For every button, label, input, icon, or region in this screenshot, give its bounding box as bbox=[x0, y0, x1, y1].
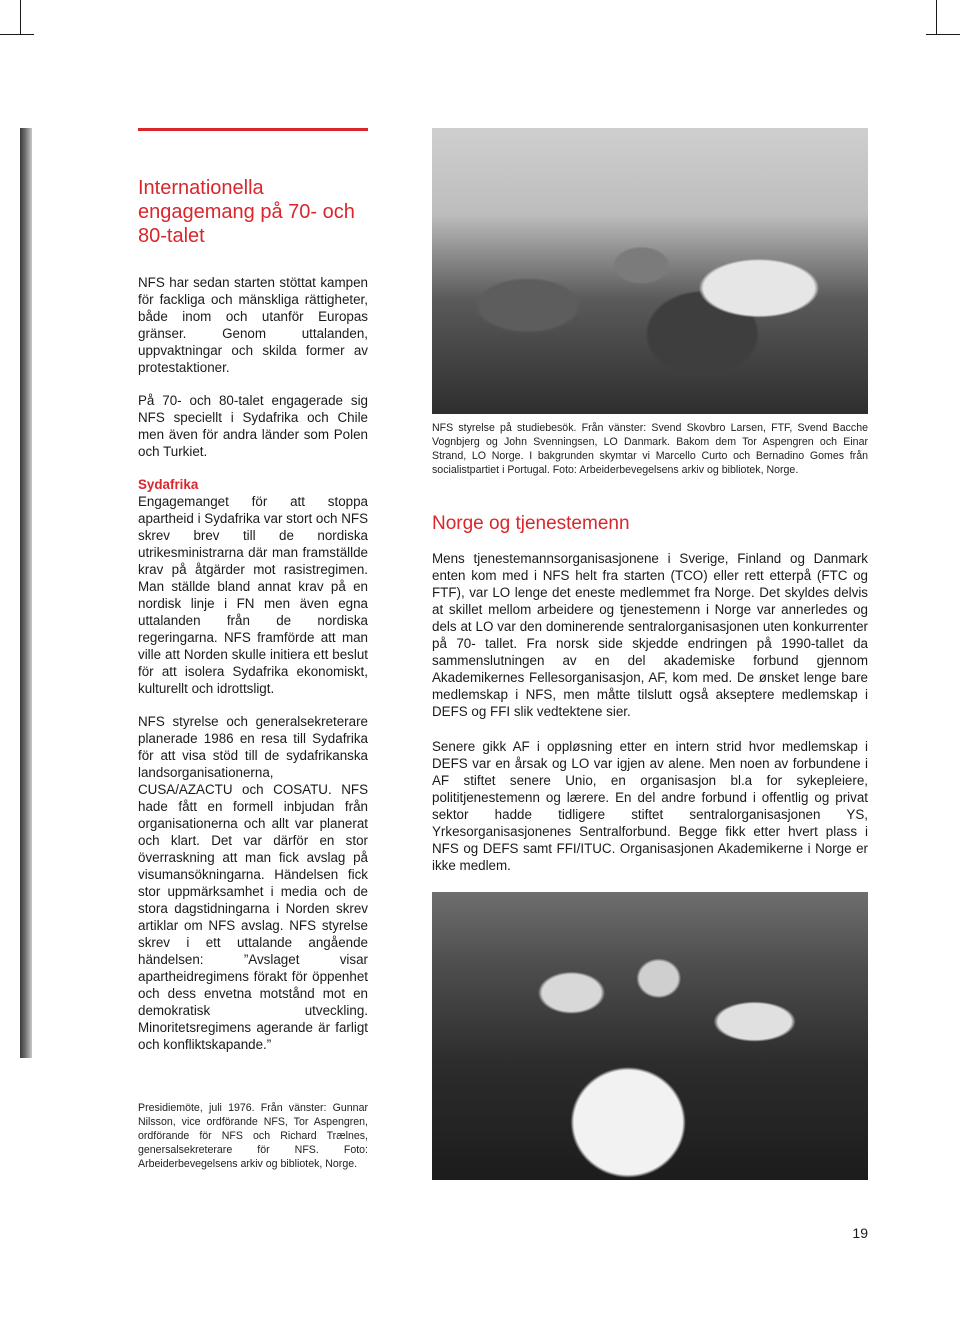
sydafrika-paragraph: Engagemanget för att stoppa apartheid i Sydafrika var stort och NFS skrev brev till de nordiska utrikesministrarna där man framställde krav på åtgärder mot rasistregimen. Man ställde bland annat krav på en nordisk linje i FN men även egna uttalanden från de nordiska regeringarna. NFS framförde att man ville att Norden skulle initiera ett beslut för att isolera Sydafrika ekonomiskt, kulturellt och idrottsligt. bbox=[138, 494, 368, 696]
crop-mark-top-right-h bbox=[926, 34, 960, 35]
crop-mark-top-right-v bbox=[936, 0, 937, 34]
photo-caption-presidium: Presidiemöte, juli 1976. Från vänster: Gunnar Nilsson, vice ordförande NFS, Tor Aspengren, ordförande för NFS och Richard Trælnes, genersalsekreterare för NFS. Foto: Arbeiderbevegelsens arkiv og bibliotek, Norge. bbox=[138, 1102, 368, 1170]
accent-rule bbox=[138, 128, 368, 131]
left-column bbox=[138, 176, 368, 1069]
right-column bbox=[432, 512, 868, 892]
travel-paragraph: NFS styrelse och generalsekreterare planerade 1986 en resa till Sydafrika för att visa stöd till de sydafrikanska landsorganisationerna, CUSA/AZACTU och COSATU. NFS hade fått en formell inbjudan från organisationerna och allt var planerat och klart. Det var därför en stor överraskning att man fick avslag på visumansökningarna. Händelsen fick stor uppmärksamhet i media och de stora dagstidningarna i Norden skrev artiklar om NFS avslag. NFS styrelse skrev i ett uttalande angående händelsen: ”Avslaget visar apartheidregimens förakt för öppenhet och dess envetna motstånd mot en demokratisk utveckling. Minoritetsregimens agerande är farligt och konfliktskapande.” bbox=[138, 714, 368, 1052]
crop-mark-top-left-h bbox=[0, 34, 34, 35]
page-edge-strip bbox=[20, 128, 32, 1058]
norge-paragraph-2: Senere gikk AF i oppløsning etter en intern strid hvor medlemskap i DEFS var en årsak og LO var igjen av alene. Men noen av forbundene i AF stiftet senere Unio, en organisasjon bl.a for sykepleiere, polititjenestemenn og lærere. En del andre forbund i offentlig og privat sektor hadde tidligere stiftet sentralorganisasjonen YS, Yrkesorganisasjonenes Sentralforbund. Begge fikk etter hvert plass i NFS og DEFS samt FFI/ITUC. Organisasjonen Akademikerne i Norge er ikke medlem. bbox=[432, 739, 868, 873]
photo-caption-study-visit: NFS styrelse på studiebesök. Från vänster: Svend Skovbro Larsen, FTF, Svend Bacche Vognbjerg og John Svenningsen, LO Danmark. Bakom dem Tor Aspengren och Einar Strand, LO Norge. I bakgrunden skymtar vi Marcello Curto och Bernadino Gomes från socialistpartiet i Portugal. Foto: Arbeiderbevegelsens arkiv og bibliotek, Norge. bbox=[432, 422, 868, 476]
section-heading: Internationella engagemang på 70- och 80-talet bbox=[138, 177, 355, 247]
sydafrika-section bbox=[138, 476, 368, 697]
intro-paragraph: NFS har sedan starten stöttat kampen för fackliga och mänskliga rättigheter, både inom och utanför Europas gränser. Genom uttalanden, uppvaktningar och skilda former av protestaktioner. bbox=[138, 275, 368, 375]
paragraph-70-80: På 70- och 80-talet engagerade sig NFS speciellt i Sydafrika och Chile men även för andra länder som Polen och Turkiet. bbox=[138, 393, 368, 459]
norge-paragraph-1: Mens tjenestemannsorganisasjonene i Sverige, Finland og Danmark enten kom med i NFS helt fra starten (TCO) eller rett etterpå (FTC og FTF), var LO lenge det eneste medlemmet fra Norge. Det skyldes delvis at skillet mellom arbeidere og tjenestemenn i Norge var annerledes og dels at LO var den dominerende sentralorganisasjonen uten konkurrenter på 70- tallet. Fra norsk side skjedde endringen på 1990-tallet da sammenslutningen av en del akademiske forbund gjennom Akademikernes Fellesorganisasjon, AF, kom med. De ønsket lenge bare medlemskap i NFS, men måtte tilslutt også akseptere medlemskap i DEFS og FFI slik vedtektene sier. bbox=[432, 551, 868, 719]
section-heading-norge: Norge og tjenestemenn bbox=[432, 513, 630, 534]
crop-mark-top-left-v bbox=[20, 0, 21, 34]
photo-boat-study-visit bbox=[432, 128, 868, 414]
page-number: 19 bbox=[852, 1225, 868, 1241]
photo-presidium-meeting bbox=[432, 892, 868, 1180]
subheading-sydafrika: Sydafrika bbox=[138, 477, 199, 492]
